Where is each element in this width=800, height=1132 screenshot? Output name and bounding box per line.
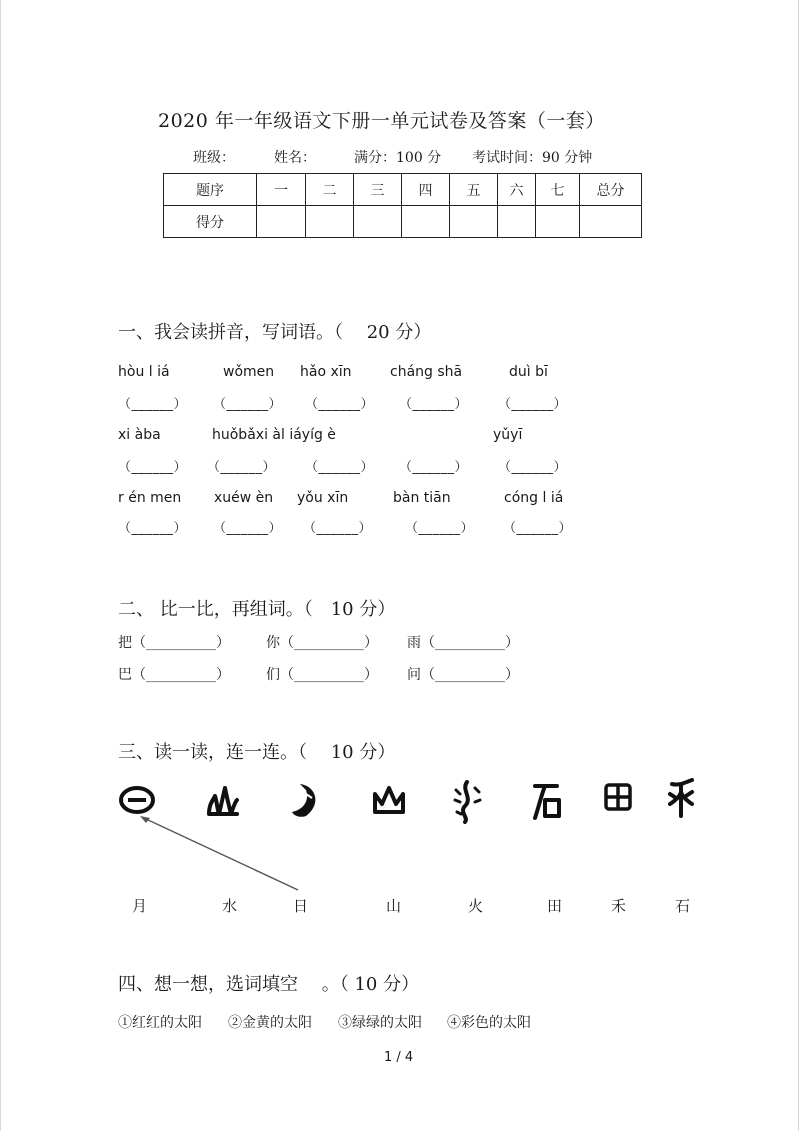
- answer-blank[interactable]: （______）: [399, 460, 469, 475]
- name-label: 姓名：: [274, 150, 316, 166]
- section4-heading: 四、想一想，选词填空 。（ 10 分）: [118, 974, 420, 995]
- pinyin-item: xuéw èn: [214, 490, 274, 506]
- section2-heading: 二、 比一比，再组词。（ 10 分）: [118, 599, 396, 620]
- match-char[interactable]: 火: [468, 897, 484, 915]
- score-cell: 七: [536, 174, 580, 206]
- pinyin-item: cháng shā: [390, 364, 463, 380]
- word-option[interactable]: ③绿绿的太阳: [338, 1015, 422, 1031]
- compare-word-item[interactable]: 你（__________）: [266, 635, 378, 651]
- pinyin-item: bàn tiān: [393, 490, 451, 506]
- compare-word-item[interactable]: 巴（__________）: [118, 667, 230, 683]
- word-option[interactable]: ①红红的太阳: [118, 1015, 202, 1031]
- pinyin-item: hǎo xīn: [300, 364, 352, 380]
- answer-blank[interactable]: （______）: [503, 521, 573, 536]
- answer-blank[interactable]: （______）: [213, 397, 283, 412]
- score-cell: 四: [402, 174, 450, 206]
- answer-blank[interactable]: （______）: [305, 397, 375, 412]
- compare-word-item[interactable]: 们（__________）: [266, 667, 378, 683]
- score-cell: 得分: [164, 206, 257, 238]
- page-number: 1 / 4: [384, 1050, 414, 1065]
- pinyin-item: r én men: [118, 490, 182, 506]
- exam-time-label: 考试时间：90 分钟: [472, 150, 593, 166]
- answer-blank[interactable]: （______）: [118, 460, 188, 475]
- answer-blank[interactable]: （______）: [405, 521, 475, 536]
- pinyin-item: duì bī: [509, 364, 548, 380]
- match-char[interactable]: 日: [293, 897, 309, 915]
- pinyin-item: hòu l iá: [118, 364, 170, 380]
- compare-word-item[interactable]: 把（__________）: [118, 635, 230, 651]
- score-cell: 一: [257, 174, 306, 206]
- word-option[interactable]: ②金黄的太阳: [228, 1015, 312, 1031]
- score-cell: 六: [498, 174, 536, 206]
- pinyin-item: yǔyī: [493, 427, 523, 443]
- match-char[interactable]: 山: [386, 897, 402, 915]
- class-label: 班级：: [193, 150, 235, 166]
- pinyin-item: xi àba: [118, 427, 161, 443]
- score-cell: 总分: [580, 174, 642, 206]
- answer-blank[interactable]: （______）: [305, 460, 375, 475]
- match-char[interactable]: 石: [675, 897, 691, 915]
- section1-heading: 一、我会读拼音，写词语。（ 20 分）: [118, 322, 432, 343]
- answer-blank[interactable]: （______）: [498, 397, 568, 412]
- pinyin-item: wǒmen: [223, 364, 275, 380]
- full-score-label: 满分：100 分: [354, 150, 442, 166]
- answer-blank[interactable]: （______）: [118, 521, 188, 536]
- section3-heading: 三、读一读，连一连。（ 10 分）: [118, 742, 396, 763]
- answer-blank[interactable]: （______）: [207, 460, 277, 475]
- score-cell: 五: [450, 174, 498, 206]
- match-char[interactable]: 水: [222, 897, 238, 915]
- score-cell: 题序: [164, 174, 257, 206]
- compare-word-item[interactable]: 问（__________）: [407, 667, 519, 683]
- score-cell: 二: [306, 174, 354, 206]
- pinyin-item: cóng l iá: [504, 490, 564, 506]
- compare-word-item[interactable]: 雨（__________）: [407, 635, 519, 651]
- answer-blank[interactable]: （______）: [118, 397, 188, 412]
- answer-blank[interactable]: （______）: [213, 521, 283, 536]
- match-char[interactable]: 田: [547, 897, 563, 915]
- pinyin-item: huǒbǎxi àl iáyíg è: [212, 427, 336, 443]
- pinyin-item: yǒu xīn: [297, 490, 349, 506]
- answer-blank[interactable]: （______）: [498, 460, 568, 475]
- match-char[interactable]: 禾: [611, 897, 627, 915]
- answer-blank[interactable]: （______）: [399, 397, 469, 412]
- page-title: 2020 年一年级语文下册一单元试卷及答案（一套）: [158, 110, 605, 132]
- score-cell: 三: [354, 174, 402, 206]
- match-char[interactable]: 月: [132, 897, 148, 915]
- answer-blank[interactable]: （______）: [303, 521, 373, 536]
- word-option[interactable]: ④彩色的太阳: [447, 1015, 531, 1031]
